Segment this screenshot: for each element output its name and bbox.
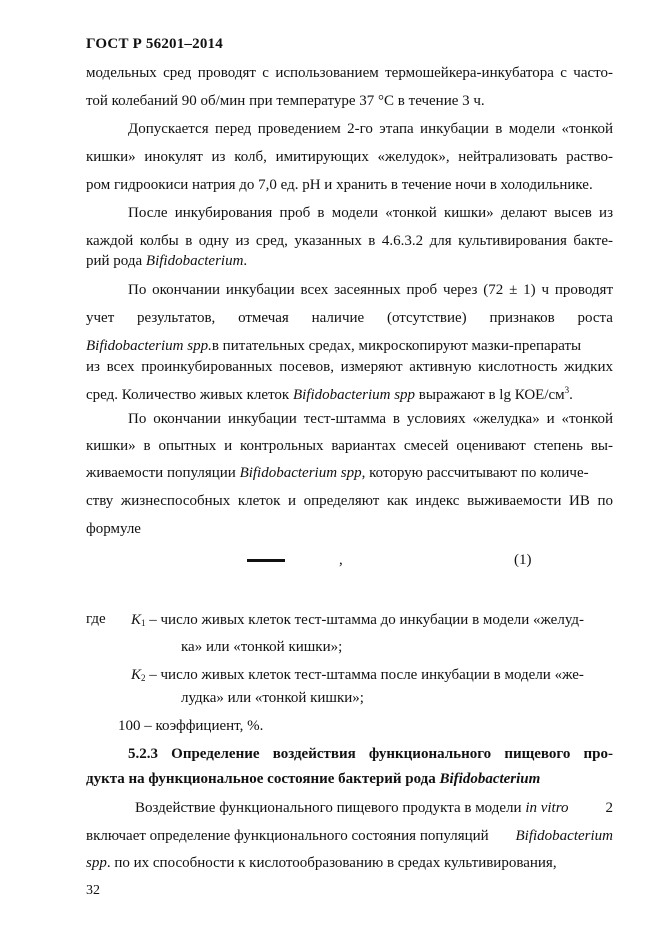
page-number: 32 (86, 883, 100, 898)
text-run: Воздействие функционального пищевого продукта в модели (135, 800, 526, 816)
definition-k2-continued: лудка» или «тонкой кишки»; (181, 690, 364, 706)
text-line (86, 827, 613, 845)
text-line: кишки» инокулят из колб, имитирующих «желудок», нейтрализовать раство- (86, 149, 613, 165)
genus-name: Bifidobacterium spp (292, 387, 416, 403)
word: признаков (489, 310, 555, 326)
text-line (135, 799, 613, 817)
symbol-k: K (131, 612, 142, 628)
symbol-k: K (131, 667, 142, 683)
text-line (86, 252, 613, 270)
genus-name: Bifidobacterium (439, 771, 541, 787)
text-line: каждой колбы в одну из сред, указанных в 4.6.3.2 для культивирования бакте- (86, 233, 613, 249)
section-heading: 5.2.3 Определение воздействия функционального пищевого про- (128, 746, 613, 762)
word: отмечая (238, 310, 289, 326)
definition-k1-continued: ка» или «тонкой кишки»; (181, 639, 343, 655)
page-header-standard-id: ГОСТ Р 56201–2014 (86, 36, 223, 52)
text-line (86, 854, 613, 872)
text-run: живаемости популяции (86, 465, 240, 481)
word: наличие (311, 310, 365, 326)
text-run: дукта на функциональное состояние бактерий рода (86, 771, 440, 787)
genus-abbrev: spp (86, 855, 107, 871)
text-line: кишки» в опытных и контрольных вариантах смесей оценивают степень вы- (86, 438, 613, 454)
term-in-vitro: in vitro (525, 800, 569, 816)
definition-coefficient: 100 – коэффициент, %. (118, 718, 264, 734)
word: результатов, (137, 310, 216, 326)
definition-k1 (131, 611, 613, 632)
text-line: ству жизнеспособных клеток и определяют как индекс выживаемости ИВ по (86, 493, 613, 509)
text-line (86, 381, 613, 404)
definition-k2 (131, 666, 584, 687)
text-line: После инкубирования проб в модели «тонкой кишки» делают высев из (128, 205, 613, 221)
text-run: 2 (605, 800, 613, 816)
text-line: По окончании инкубации тест-штамма в условиях «желудка» и «тонкой (128, 411, 613, 427)
genus-name: Bifidobacterium (515, 828, 613, 844)
text-run: . (569, 387, 573, 403)
text-line: формуле (86, 521, 141, 537)
text-line: ром гидроокиси натрия до 7,0 ед. рН и хранить в течение ночи в холодильнике. (86, 177, 593, 193)
text-run: . по их способности к кислотообразованию в средах культивирования, (106, 855, 557, 871)
subscript: 2 (141, 673, 146, 683)
text-run: , которую рассчитывают по количе- (361, 465, 589, 481)
text-run: – число живых клеток тест-штамма до инкубации в модели «желуд- (145, 612, 585, 628)
text-line: По окончании инкубации всех засеянных проб через (72 ± 1) ч проводят (128, 282, 613, 298)
text-run (86, 337, 581, 355)
equation-number: (1) (514, 552, 532, 568)
text-line: Допускается перед проведением 2-го этапа инкубации в модели «тонкой (128, 121, 613, 137)
word: (отсутствие) (386, 310, 467, 326)
genus-name: Bifidobacterium (145, 253, 244, 269)
text-line: той колебаний 90 об/мин при температуре 37 °С в течение 3 ч. (86, 93, 485, 109)
text-run: в питательных средах, микроскопируют мазки-препараты (211, 338, 582, 354)
text-line (86, 337, 613, 355)
formula-comma: , (339, 552, 343, 568)
text-run: – число живых клеток тест-штамма после инкубации в модели «же- (145, 667, 584, 683)
word: роста (577, 310, 613, 326)
text-run (135, 799, 569, 817)
genus-name: Bifidobacterium spp. (86, 338, 212, 354)
text-run: сред. Количество живых клеток (86, 387, 293, 403)
text-line: модельных сред проводят с использованием термошейкера-инкубатора с часто- (86, 65, 613, 81)
text-line: из всех проинкубированных посевов, измеряют активную кислотность жидких (86, 359, 613, 375)
genus-name: Bifidobacterium spp (239, 465, 362, 481)
section-heading-continued (86, 770, 613, 788)
word: учет (86, 310, 115, 326)
where-label: где (86, 611, 106, 627)
text-run: . (243, 253, 248, 269)
text-line (86, 464, 613, 482)
superscript: 3 (564, 385, 570, 395)
formula-fraction-bar (247, 559, 285, 562)
text-line (86, 309, 613, 327)
text-run: включает определение функционального состояния популяций (86, 828, 489, 844)
text-run: рий рода (86, 253, 146, 269)
text-run: выражают в lg КОЕ/см (415, 387, 565, 403)
subscript: 1 (141, 618, 146, 628)
